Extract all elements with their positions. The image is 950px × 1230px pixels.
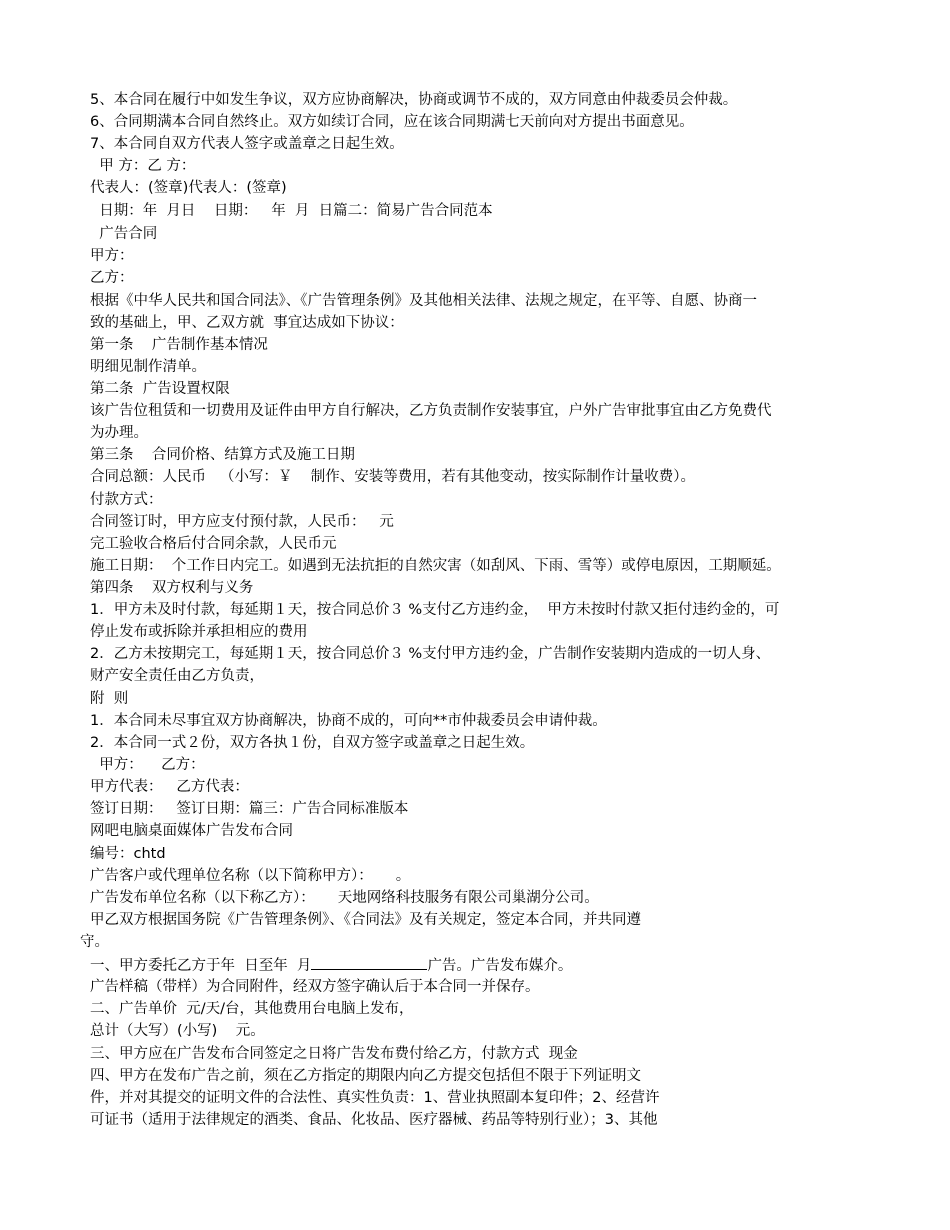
text-line: 二、广告单价 元/天/台，其他费用台电脑上发布，	[90, 1001, 414, 1017]
text-line: 2．乙方未按期完工，每延期１天，按合同总价３ %支付甲方违约金，广告制作安装期内造成的一切人身、	[90, 646, 771, 662]
text-line: 1．甲方未及时付款，每延期１天，按合同总价３ %支付乙方违约金， 甲方未按时付款又拒付违约金的，可	[90, 602, 780, 618]
text-line: 代表人：(签章)代表人：(签章)	[90, 180, 287, 196]
text-line: 根据《中华人民共和国合同法》、《广告管理条例》及其他相关法律、法规之规定，在平等、自愿、协商一	[90, 293, 757, 309]
text-line: 合同总额：人民币 （小写：￥ 制作、安装等费用，若有其他变动，按实际制作计量收费）。	[90, 469, 696, 485]
text-line: 6、合同期满本合同自然终止。双方如续订合同，应在该合同期满七天前向对方提出书面意见。	[90, 114, 694, 130]
text-line: 为办理。	[90, 425, 148, 441]
text-line: 甲方： 乙方：	[90, 757, 205, 773]
text-line: 广告合同	[90, 226, 158, 242]
text-line: 总计（大写）(小写) 元。	[90, 1023, 265, 1039]
text-line: 甲方：	[90, 248, 134, 264]
text-line: 网吧电脑桌面媒体广告发布合同	[90, 823, 293, 839]
text-line: 广告发布单位名称（以下称乙方）： 天地网络科技服务有限公司巢湖分公司。	[90, 890, 599, 906]
text-line: 2．本合同一式２份，双方各执１份，自双方签字或盖章之日起生效。	[90, 735, 535, 751]
text-line: 付款方式：	[90, 492, 163, 508]
text-line: 合同签订时，甲方应支付预付款，人民币： 元	[90, 514, 394, 530]
text-line: 件，并对其提交的证明文件的合法性、真实性负责：1、营业执照副本复印件；2、经营许	[90, 1090, 660, 1106]
text-segment: 一、甲方委托乙方于年 日至年 月	[90, 958, 312, 974]
text-line: 明细见制作清单。	[90, 359, 206, 375]
text-line: 三、甲方应在广告发布合同签定之日将广告发布费付给乙方，付款方式 现金	[90, 1046, 578, 1062]
text-line: 乙方：	[90, 270, 134, 286]
text-segment: 广告。广告发布媒介。	[427, 958, 573, 974]
text-line: 1．本合同未尽事宜双方协商解决，协商不成的，可向**市仲裁委员会申请仲裁。	[90, 713, 607, 729]
text-line: 第一条 广告制作基本情况	[90, 337, 268, 353]
text-line: 第四条 双方权利与义务	[90, 580, 254, 596]
text-line: 甲方代表： 乙方代表：	[90, 779, 249, 795]
text-line	[90, 955, 572, 976]
text-line: 编号：chtd	[90, 846, 166, 862]
text-line: 可证书（适用于法律规定的酒类、食品、化妆品、医疗器械、药品等特别行业）；3、其他	[90, 1112, 658, 1128]
text-line: 停止发布或拆除并承担相应的费用	[90, 624, 308, 640]
text-line: 甲乙双方根据国务院《广告管理条例》、《合同法》及有关规定，签定本合同，并共同遵	[90, 912, 641, 928]
text-line: 签订日期： 签订日期：篇三：广告合同标准版本	[90, 801, 409, 817]
text-line: 守。	[80, 934, 109, 950]
blank-underline	[311, 955, 427, 970]
text-line: 广告客户或代理单位名称（以下简称甲方）： 。	[90, 868, 411, 884]
text-line: 致的基础上，甲、乙双方就 事宜达成如下协议：	[90, 315, 404, 331]
text-line: 7、本合同自双方代表人签字或盖章之日起生效。	[90, 136, 404, 152]
text-line: 甲 方：乙 方：	[90, 158, 196, 174]
text-line: 日期：年 月日 日期： 年 月 日篇二：简易广告合同范本	[90, 203, 493, 219]
text-line: 5、本合同在履行中如发生争议，双方应协商解决，协商或调节不成的，双方同意由仲裁委员会仲裁。	[90, 92, 738, 108]
text-line: 附 则	[90, 691, 129, 707]
text-line: 第二条 广告设置权限	[90, 381, 230, 397]
text-line: 施工日期： 个工作日内完工。如遇到无法抗拒的自然灾害（如刮风、下雨、雪等）或停电原因，工期顺延。	[90, 558, 781, 574]
text-line: 该广告位租赁和一切费用及证件由甲方自行解决，乙方负责制作安装事宜，户外广告审批事宜由乙方免费代	[90, 403, 772, 419]
text-line: 完工验收合格后付合同余款，人民币元	[90, 536, 337, 552]
text-line: 第三条 合同价格、结算方式及施工日期	[90, 447, 355, 463]
text-line: 广告样稿（带样）为合同附件，经双方签字确认后于本合同一并保存。	[90, 979, 540, 995]
text-line: 财产安全责任由乙方负责，	[90, 668, 264, 684]
text-line: 四、甲方在发布广告之前，须在乙方指定的期限内向乙方提交包括但不限于下列证明文	[90, 1068, 641, 1084]
